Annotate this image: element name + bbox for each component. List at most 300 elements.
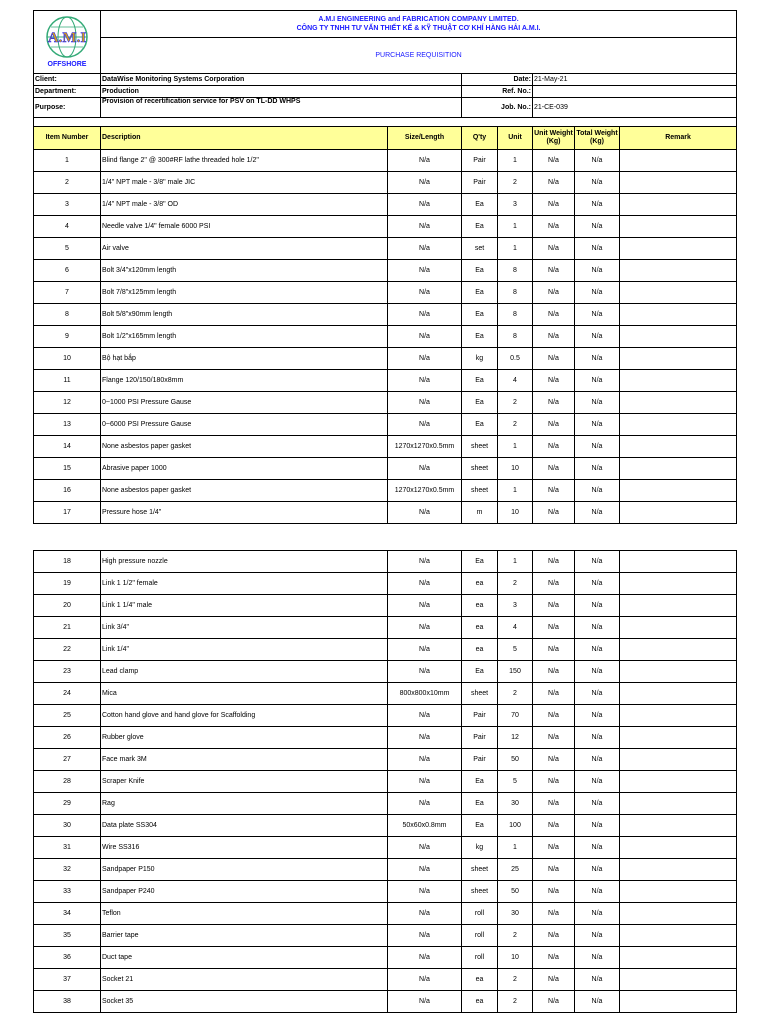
globe-logo-icon <box>37 14 97 68</box>
unit-cell: 2 <box>498 172 533 194</box>
unit-weight-cell: N/a <box>533 727 575 749</box>
unit-cell: 1 <box>498 238 533 260</box>
description-cell: Lead clamp <box>101 661 388 683</box>
unit-weight-cell: N/a <box>533 859 575 881</box>
size-cell: N/a <box>388 749 462 771</box>
description-cell: Mica <box>101 683 388 705</box>
size-cell: N/a <box>388 216 462 238</box>
size-cell: N/a <box>388 370 462 392</box>
remark-cell <box>620 436 737 458</box>
item-number-cell: 23 <box>34 661 101 683</box>
item-number-cell: 17 <box>34 502 101 524</box>
header-spacer <box>34 118 737 127</box>
description-cell: Teflon <box>101 903 388 925</box>
total-weight-cell: N/a <box>575 304 620 326</box>
qty-cell: kg <box>462 348 498 370</box>
total-weight-cell: N/a <box>575 392 620 414</box>
unit-cell: 8 <box>498 304 533 326</box>
description-cell: Link 3/4" <box>101 617 388 639</box>
total-weight-cell: N/a <box>575 458 620 480</box>
size-cell: N/a <box>388 705 462 727</box>
remark-cell <box>620 551 737 573</box>
total-weight-cell: N/a <box>575 172 620 194</box>
unit-cell: 1 <box>498 551 533 573</box>
item-number-cell: 21 <box>34 617 101 639</box>
size-cell: N/a <box>388 837 462 859</box>
description-cell: Blind flange 2" @ 300#RF lathe threaded hole 1/2" <box>101 150 388 172</box>
qty-cell: sheet <box>462 683 498 705</box>
item-number-cell: 1 <box>34 150 101 172</box>
total-weight-cell: N/a <box>575 595 620 617</box>
table-row <box>34 502 737 524</box>
total-weight-cell: N/a <box>575 370 620 392</box>
size-cell: N/a <box>388 661 462 683</box>
table-row <box>34 947 737 969</box>
size-cell: N/a <box>388 969 462 991</box>
description-cell: Bộ hạt bắp <box>101 348 388 370</box>
table-row <box>34 304 737 326</box>
total-weight-cell: N/a <box>575 771 620 793</box>
size-cell: N/a <box>388 727 462 749</box>
qty-cell: roll <box>462 947 498 969</box>
qty-cell: Ea <box>462 216 498 238</box>
description-cell: Bolt 5/8"x90mm length <box>101 304 388 326</box>
qty-cell: Pair <box>462 150 498 172</box>
item-number-cell: 22 <box>34 639 101 661</box>
size-cell: N/a <box>388 150 462 172</box>
qty-cell: sheet <box>462 480 498 502</box>
total-weight-cell: N/a <box>575 573 620 595</box>
unit-weight-cell: N/a <box>533 793 575 815</box>
total-weight-cell: N/a <box>575 282 620 304</box>
unit-weight-cell: N/a <box>533 551 575 573</box>
description-cell: 1/4" NPT male - 3/8" male JIC <box>101 172 388 194</box>
unit-weight-cell: N/a <box>533 925 575 947</box>
qty-cell: m <box>462 502 498 524</box>
item-number-cell: 33 <box>34 881 101 903</box>
item-number-cell: 26 <box>34 727 101 749</box>
description-cell: Data plate SS304 <box>101 815 388 837</box>
description-cell: Face mark 3M <box>101 749 388 771</box>
table-row <box>34 282 737 304</box>
total-weight-cell: N/a <box>575 502 620 524</box>
table-row <box>34 326 737 348</box>
unit-cell: 10 <box>498 458 533 480</box>
unit-cell: 5 <box>498 771 533 793</box>
description-cell: None asbestos paper gasket <box>101 436 388 458</box>
total-weight-cell: N/a <box>575 639 620 661</box>
size-cell: N/a <box>388 573 462 595</box>
item-number-cell: 19 <box>34 573 101 595</box>
size-cell: N/a <box>388 881 462 903</box>
description-cell: Link 1 1/2" female <box>101 573 388 595</box>
qty-cell: Ea <box>462 661 498 683</box>
total-weight-cell: N/a <box>575 661 620 683</box>
item-number-cell: 5 <box>34 238 101 260</box>
description-cell: None asbestos paper gasket <box>101 480 388 502</box>
unit-weight-cell: N/a <box>533 991 575 1013</box>
item-number-cell: 36 <box>34 947 101 969</box>
total-weight-cell: N/a <box>575 238 620 260</box>
remark-cell <box>620 260 737 282</box>
remark-cell <box>620 194 737 216</box>
qty-cell: Ea <box>462 370 498 392</box>
description-cell: 0~1000 PSI Pressure Gause <box>101 392 388 414</box>
department-label: Department: <box>34 86 101 98</box>
description-cell: Duct tape <box>101 947 388 969</box>
size-cell: N/a <box>388 260 462 282</box>
description-cell: Air valve <box>101 238 388 260</box>
unit-cell: 3 <box>498 595 533 617</box>
size-cell: 1270x1270x0.5mm <box>388 436 462 458</box>
unit-weight-cell: N/a <box>533 502 575 524</box>
size-cell: N/a <box>388 551 462 573</box>
page-break-gap <box>33 524 736 550</box>
unit-cell: 10 <box>498 502 533 524</box>
unit-weight-cell: N/a <box>533 282 575 304</box>
item-number-cell: 38 <box>34 991 101 1013</box>
total-weight-cell: N/a <box>575 260 620 282</box>
size-cell: N/a <box>388 238 462 260</box>
remark-cell <box>620 238 737 260</box>
size-cell: N/a <box>388 282 462 304</box>
unit-weight-cell: N/a <box>533 573 575 595</box>
table-row <box>34 348 737 370</box>
total-weight-cell: N/a <box>575 815 620 837</box>
unit-cell: 1 <box>498 150 533 172</box>
remark-cell <box>620 903 737 925</box>
qty-cell: ea <box>462 969 498 991</box>
table-row <box>34 881 737 903</box>
qty-cell: Pair <box>462 727 498 749</box>
item-number-cell: 13 <box>34 414 101 436</box>
unit-cell: 2 <box>498 969 533 991</box>
item-number-cell: 12 <box>34 392 101 414</box>
remark-cell <box>620 348 737 370</box>
unit-weight-cell: N/a <box>533 947 575 969</box>
unit-cell: 10 <box>498 947 533 969</box>
qty-cell: Ea <box>462 815 498 837</box>
unit-cell: 8 <box>498 282 533 304</box>
table-row <box>34 661 737 683</box>
table-row <box>34 991 737 1013</box>
description-cell: Sandpaper P240 <box>101 881 388 903</box>
qty-cell: kg <box>462 837 498 859</box>
qty-cell: roll <box>462 903 498 925</box>
size-cell: N/a <box>388 502 462 524</box>
col-description: Description <box>101 127 388 150</box>
size-cell: N/a <box>388 172 462 194</box>
item-number-cell: 31 <box>34 837 101 859</box>
remark-cell <box>620 793 737 815</box>
size-cell: N/a <box>388 414 462 436</box>
col-total-weight: Total Weight (Kg) <box>575 127 620 150</box>
unit-weight-cell: N/a <box>533 326 575 348</box>
unit-weight-cell: N/a <box>533 392 575 414</box>
description-cell: Bolt 1/2"x165mm length <box>101 326 388 348</box>
unit-weight-cell: N/a <box>533 969 575 991</box>
unit-cell: 70 <box>498 705 533 727</box>
date-value: 21-May-21 <box>533 74 737 86</box>
unit-weight-cell: N/a <box>533 436 575 458</box>
description-cell: Socket 35 <box>101 991 388 1013</box>
unit-cell: 5 <box>498 639 533 661</box>
size-cell: N/a <box>388 925 462 947</box>
description-cell: Cotton hand glove and hand glove for Scaffolding <box>101 705 388 727</box>
unit-weight-cell: N/a <box>533 216 575 238</box>
qty-cell: ea <box>462 573 498 595</box>
qty-cell: Ea <box>462 260 498 282</box>
job-value: 21-CE-039 <box>533 98 737 118</box>
unit-weight-cell: N/a <box>533 639 575 661</box>
remark-cell <box>620 925 737 947</box>
unit-cell: 0.5 <box>498 348 533 370</box>
remark-cell <box>620 573 737 595</box>
items-table-continued <box>33 550 737 1013</box>
qty-cell: Pair <box>462 749 498 771</box>
total-weight-cell: N/a <box>575 991 620 1013</box>
table-row <box>34 172 737 194</box>
item-number-cell: 15 <box>34 458 101 480</box>
total-weight-cell: N/a <box>575 414 620 436</box>
unit-weight-cell: N/a <box>533 370 575 392</box>
description-cell: Wire SS316 <box>101 837 388 859</box>
remark-cell <box>620 727 737 749</box>
unit-weight-cell: N/a <box>533 705 575 727</box>
qty-cell: sheet <box>462 436 498 458</box>
unit-cell: 12 <box>498 727 533 749</box>
total-weight-cell: N/a <box>575 881 620 903</box>
item-number-cell: 16 <box>34 480 101 502</box>
total-weight-cell: N/a <box>575 683 620 705</box>
table-row <box>34 551 737 573</box>
total-weight-cell: N/a <box>575 903 620 925</box>
remark-cell <box>620 458 737 480</box>
qty-cell: Ea <box>462 551 498 573</box>
client-value: DataWise Monitoring Systems Corporation <box>101 74 462 86</box>
remark-cell <box>620 370 737 392</box>
description-cell: Bolt 3/4"x120mm length <box>101 260 388 282</box>
total-weight-cell: N/a <box>575 326 620 348</box>
unit-weight-cell: N/a <box>533 815 575 837</box>
table-row <box>34 727 737 749</box>
total-weight-cell: N/a <box>575 859 620 881</box>
qty-cell: Ea <box>462 194 498 216</box>
unit-weight-cell: N/a <box>533 150 575 172</box>
table-row <box>34 260 737 282</box>
unit-weight-cell: N/a <box>533 617 575 639</box>
col-item-number: Item Number <box>34 127 101 150</box>
unit-weight-cell: N/a <box>533 771 575 793</box>
remark-cell <box>620 771 737 793</box>
size-cell: N/a <box>388 903 462 925</box>
unit-weight-cell: N/a <box>533 595 575 617</box>
qty-cell: Pair <box>462 705 498 727</box>
table-row <box>34 150 737 172</box>
total-weight-cell: N/a <box>575 150 620 172</box>
item-number-cell: 34 <box>34 903 101 925</box>
qty-cell: Ea <box>462 392 498 414</box>
description-cell: Socket 21 <box>101 969 388 991</box>
qty-cell: roll <box>462 925 498 947</box>
table-row <box>34 859 737 881</box>
item-number-cell: 30 <box>34 815 101 837</box>
total-weight-cell: N/a <box>575 216 620 238</box>
table-row <box>34 392 737 414</box>
description-cell: Needle valve 1/4" female 6000 PSI <box>101 216 388 238</box>
size-cell: 1270x1270x0.5mm <box>388 480 462 502</box>
item-number-cell: 10 <box>34 348 101 370</box>
remark-cell <box>620 595 737 617</box>
unit-cell: 4 <box>498 617 533 639</box>
description-cell: High pressure nozzle <box>101 551 388 573</box>
unit-cell: 30 <box>498 903 533 925</box>
qty-cell: sheet <box>462 859 498 881</box>
remark-cell <box>620 969 737 991</box>
company-name-vn: CÔNG TY TNHH TƯ VẤN THIẾT KẾ & KỸ THUẬT CƠ KHÍ HÀNG HẢI A.M.I. <box>296 25 541 32</box>
description-cell: Link 1 1/4" male <box>101 595 388 617</box>
unit-weight-cell: N/a <box>533 238 575 260</box>
remark-cell <box>620 705 737 727</box>
item-number-cell: 4 <box>34 216 101 238</box>
qty-cell: ea <box>462 617 498 639</box>
remark-cell <box>620 639 737 661</box>
table-row <box>34 194 737 216</box>
item-number-cell: 25 <box>34 705 101 727</box>
table-row <box>34 749 737 771</box>
remark-cell <box>620 326 737 348</box>
remark-cell <box>620 661 737 683</box>
table-row <box>34 595 737 617</box>
unit-cell: 100 <box>498 815 533 837</box>
unit-weight-cell: N/a <box>533 903 575 925</box>
table-row <box>34 370 737 392</box>
qty-cell: ea <box>462 595 498 617</box>
date-label: Date: <box>462 74 533 86</box>
qty-cell: set <box>462 238 498 260</box>
item-number-cell: 35 <box>34 925 101 947</box>
item-number-cell: 14 <box>34 436 101 458</box>
size-cell: 800x800x10mm <box>388 683 462 705</box>
item-number-cell: 7 <box>34 282 101 304</box>
total-weight-cell: N/a <box>575 837 620 859</box>
qty-cell: Ea <box>462 771 498 793</box>
total-weight-cell: N/a <box>575 705 620 727</box>
unit-weight-cell: N/a <box>533 414 575 436</box>
remark-cell <box>620 837 737 859</box>
unit-cell: 25 <box>498 859 533 881</box>
column-header-row <box>34 127 737 150</box>
size-cell: N/a <box>388 326 462 348</box>
item-number-cell: 8 <box>34 304 101 326</box>
size-cell: N/a <box>388 194 462 216</box>
size-cell: N/a <box>388 771 462 793</box>
qty-cell: Ea <box>462 282 498 304</box>
unit-weight-cell: N/a <box>533 683 575 705</box>
size-cell: N/a <box>388 348 462 370</box>
table-row <box>34 480 737 502</box>
table-row <box>34 414 737 436</box>
logo-text: A.M.I <box>47 30 87 46</box>
remark-cell <box>620 617 737 639</box>
item-number-cell: 6 <box>34 260 101 282</box>
description-cell: Bolt 7/8"x125mm length <box>101 282 388 304</box>
remark-cell <box>620 502 737 524</box>
unit-cell: 2 <box>498 392 533 414</box>
size-cell: N/a <box>388 947 462 969</box>
size-cell: N/a <box>388 392 462 414</box>
unit-weight-cell: N/a <box>533 260 575 282</box>
total-weight-cell: N/a <box>575 480 620 502</box>
remark-cell <box>620 991 737 1013</box>
table-row <box>34 903 737 925</box>
unit-cell: 2 <box>498 414 533 436</box>
remark-cell <box>620 947 737 969</box>
table-row <box>34 815 737 837</box>
description-cell: Rubber glove <box>101 727 388 749</box>
total-weight-cell: N/a <box>575 617 620 639</box>
size-cell: N/a <box>388 639 462 661</box>
col-qty: Q'ty <box>462 127 498 150</box>
unit-cell: 150 <box>498 661 533 683</box>
header-table <box>33 10 737 524</box>
size-cell: N/a <box>388 617 462 639</box>
table-row <box>34 573 737 595</box>
remark-cell <box>620 480 737 502</box>
qty-cell: Ea <box>462 414 498 436</box>
qty-cell: Pair <box>462 172 498 194</box>
description-cell: Rag <box>101 793 388 815</box>
qty-cell: sheet <box>462 881 498 903</box>
item-number-cell: 18 <box>34 551 101 573</box>
total-weight-cell: N/a <box>575 194 620 216</box>
table-row <box>34 969 737 991</box>
table-row <box>34 238 737 260</box>
qty-cell: ea <box>462 639 498 661</box>
description-cell: 0~6000 PSI Pressure Gause <box>101 414 388 436</box>
item-number-cell: 3 <box>34 194 101 216</box>
department-value: Production <box>101 86 462 98</box>
size-cell: N/a <box>388 458 462 480</box>
total-weight-cell: N/a <box>575 793 620 815</box>
company-name-en: A.M.I ENGINEERING and FABRICATION COMPANY LIMITED. <box>318 16 519 23</box>
item-number-cell: 32 <box>34 859 101 881</box>
qty-cell: Ea <box>462 326 498 348</box>
unit-weight-cell: N/a <box>533 749 575 771</box>
remark-cell <box>620 881 737 903</box>
description-cell: Abrasive paper 1000 <box>101 458 388 480</box>
total-weight-cell: N/a <box>575 551 620 573</box>
unit-cell: 2 <box>498 991 533 1013</box>
item-number-cell: 29 <box>34 793 101 815</box>
total-weight-cell: N/a <box>575 925 620 947</box>
unit-cell: 8 <box>498 260 533 282</box>
item-number-cell: 20 <box>34 595 101 617</box>
remark-cell <box>620 392 737 414</box>
description-cell: Link 1/4" <box>101 639 388 661</box>
remark-cell <box>620 216 737 238</box>
table-row <box>34 216 737 238</box>
remark-cell <box>620 304 737 326</box>
total-weight-cell: N/a <box>575 348 620 370</box>
unit-cell: 1 <box>498 837 533 859</box>
remark-cell <box>620 172 737 194</box>
unit-weight-cell: N/a <box>533 837 575 859</box>
item-number-cell: 37 <box>34 969 101 991</box>
table-row <box>34 771 737 793</box>
qty-cell: sheet <box>462 458 498 480</box>
unit-cell: 50 <box>498 881 533 903</box>
